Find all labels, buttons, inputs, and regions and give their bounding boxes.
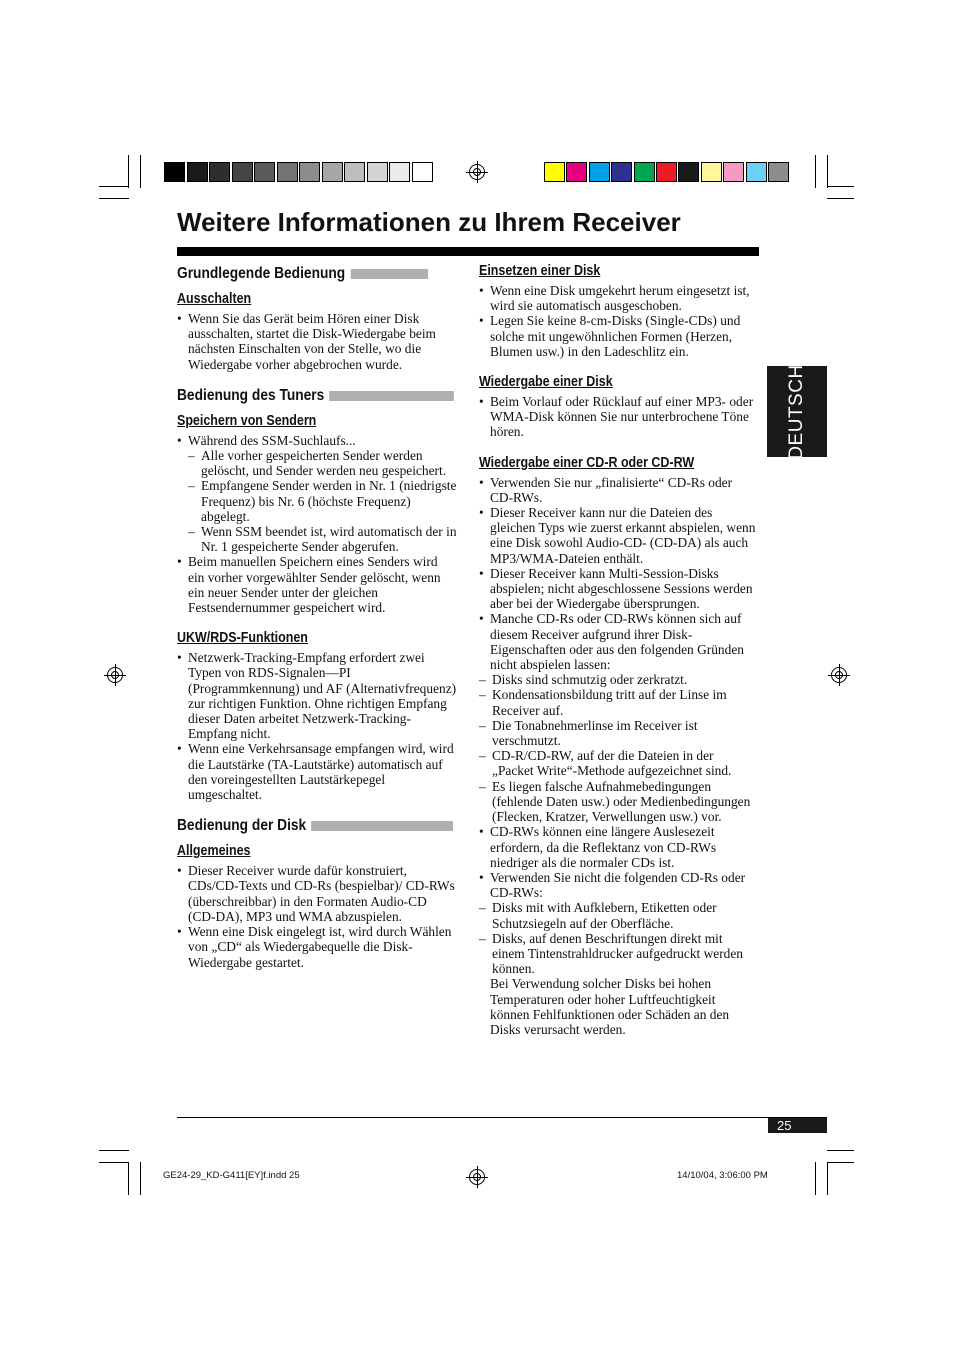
- dash-item: – Es liegen falsche Aufnahmebedingungen (fehlende Daten usw.) oder Medienbedingungen (Flecken, Kratzer, Verwellungen usw.) vor.: [479, 779, 757, 825]
- crop-mark: [99, 1162, 129, 1163]
- color-swatch: [299, 162, 320, 182]
- list-item: • Beim manuellen Speichern eines Senders wird ein vorher vorgewählter Sender gelöscht, wenn ein neuer Sender unter der gleichen Festsendernummer gespeichert wird.: [177, 554, 457, 615]
- color-swatch: [701, 162, 722, 182]
- color-swatch: [768, 162, 789, 182]
- color-swatch: [634, 162, 655, 182]
- registration-mark-icon: [469, 1169, 485, 1185]
- color-swatch: [412, 162, 433, 182]
- section-heading: Grundlegende Bedienung: [177, 264, 457, 284]
- dash-item: – Disks sind schmutzig oder zerkratzt.: [479, 672, 757, 687]
- dash-item: – Die Tonabnehmerlinse im Receiver ist verschmutzt.: [479, 718, 757, 748]
- crop-mark: [128, 1162, 129, 1195]
- list-item: • Verwenden Sie nicht die folgenden CD-Rs oder CD-RWs:: [479, 870, 757, 900]
- color-swatch: [277, 162, 298, 182]
- crop-mark: [815, 155, 816, 188]
- page-number: 25: [768, 1118, 827, 1133]
- subsection-heading: Ausschalten: [177, 291, 252, 307]
- crop-mark: [140, 155, 141, 188]
- subsection-heading: Wiedergabe einer CD-R oder CD-RW: [479, 454, 695, 471]
- dash-item: – Alle vorher gespeicherten Sender werden gelöscht, und Sender werden neu gespeichert.: [188, 448, 457, 478]
- dash-item: – Empfangene Sender werden in Nr. 1 (niedrigste Frequenz) bis Nr. 6 (höchste Frequenz) abgelegt.: [188, 478, 457, 524]
- crop-mark: [99, 186, 129, 187]
- language-tab: [767, 363, 827, 460]
- registration-mark-icon: [831, 667, 847, 683]
- dash-item: – Disks, auf denen Beschriftungen direkt mit einem Tintenstrahldrucker aufgedruckt werden können.: [479, 931, 757, 977]
- list-item: • CD-RWs können eine längere Auslesezeit erfordern, da die Reflektanz von CD-RWs niedriger als die normaler CDs ist.: [479, 824, 757, 870]
- subsection-heading: Allgemeines: [177, 843, 251, 860]
- section-heading: Bedienung der Disk: [177, 816, 457, 836]
- list-item-text: • Während des SSM-Suchlaufs...: [188, 432, 356, 448]
- crop-mark: [99, 198, 129, 199]
- crop-mark: [827, 1150, 854, 1151]
- footer-rule: [177, 1117, 827, 1118]
- list-item: • Wenn Sie das Gerät beim Hören einer Disk ausschalten, startet die Disk-Wiedergabe beim nächsten Einschalten von der Stelle, wo die Wiedergabe vorher abgebrochen wurde.: [177, 311, 457, 372]
- dash-item: – Wenn SSM beendet ist, wird automatisch der in Nr. 1 gespeicherte Sender abgerufen.: [188, 524, 457, 554]
- list-item: [479, 611, 757, 672]
- crop-mark: [815, 1162, 816, 1195]
- crop-mark: [140, 1162, 141, 1195]
- color-swatch: [566, 162, 587, 182]
- registration-mark-icon: [469, 164, 485, 180]
- color-swatch: [678, 162, 699, 182]
- list-item: • Dieser Receiver wurde dafür konstruiert, CDs/CD-Texts und CD-Rs (bespielbar)/ CD-RWs (überschreibbar) in den Formaten Audio-CD (CD-DA), MP3 und WMA abzuspielen.: [177, 863, 457, 924]
- list-item: • Wenn eine Disk umgekehrt herum eingesetzt ist, wird sie automatisch ausgeschoben.: [479, 283, 757, 313]
- footer-timestamp: 14/10/04, 3:06:00 PM: [677, 1170, 768, 1181]
- color-swatch: [232, 162, 253, 182]
- color-swatch: [254, 162, 275, 182]
- footer-file: GE24-29_KD-G411[EY]f.indd 25: [163, 1170, 300, 1181]
- crop-mark: [99, 1150, 129, 1151]
- left-column: [177, 264, 457, 970]
- list-item: • Verwenden Sie nur „finalisierte“ CD-Rs oder CD-RWs.: [479, 475, 757, 505]
- subsection-heading: Wiedergabe einer Disk: [479, 374, 613, 391]
- dash-item: – Disks mit with Aufklebern, Etiketten oder Schutzsiegeln auf der Oberfläche.: [479, 900, 757, 930]
- color-swatch: [746, 162, 767, 182]
- color-swatch: [164, 162, 185, 182]
- color-swatch: [611, 162, 632, 182]
- color-swatch: [209, 162, 230, 182]
- crop-mark: [827, 155, 828, 188]
- color-swatch: [544, 162, 565, 182]
- subsection-heading: Einsetzen einer Disk: [479, 263, 601, 279]
- crop-mark: [827, 1162, 828, 1195]
- subsection-heading: UKW/RDS-Funktionen: [177, 630, 308, 647]
- color-swatch: [589, 162, 610, 182]
- right-column: [479, 262, 757, 1037]
- list-item: • Dieser Receiver kann nur die Dateien des gleichen Typs wie zuerst erkannt abspielen, wenn eine Disk sowohl Audio-CD- (CD-DA) als auch MP3/WMA-Dateien enthält.: [479, 505, 757, 566]
- list-item: • Beim Vorlauf oder Rücklauf auf einer MP3- oder WMA-Disk können Sie nur unterbrochene Töne hören.: [479, 394, 757, 440]
- color-swatch: [367, 162, 388, 182]
- list-item-text: • Manche CD-Rs oder CD-RWs können sich auf diesem Receiver aufgrund ihrer Disk-Eigenschaften oder aus den folgenden Gründen nicht abspielen lassen:: [490, 611, 744, 673]
- list-item: • Netzwerk-Tracking-Empfang erfordert zwei Typen von RDS-Signalen—PI (Programmkennung) und AF (Alternativfrequenz) zur richtigen Funktion. Ohne richtigen Empfang dieser Daten arbeitet Netzwerk-Tracking-Empfang nicht.: [177, 650, 457, 741]
- section-heading: Bedienung des Tuners: [177, 386, 457, 406]
- paragraph: Bei Verwendung solcher Disks bei hohen Temperaturen oder hoher Luftfeuchtigkeit können Fehlfunktionen oder Schäden an den Disks verursacht werden.: [490, 976, 730, 1037]
- dash-item: – CD-R/CD-RW, auf der die Dateien in der „Packet Write“-Methode aufgezeichnet sind.: [479, 748, 757, 778]
- title-rule: [177, 247, 759, 256]
- color-swatch: [656, 162, 677, 182]
- registration-mark-icon: [107, 667, 123, 683]
- color-swatch: [344, 162, 365, 182]
- crop-mark: [827, 186, 854, 187]
- color-swatch: [322, 162, 343, 182]
- dash-item: – Kondensationsbildung tritt auf der Linse im Receiver auf.: [479, 687, 757, 717]
- subsection-heading: Speichern von Sendern: [177, 412, 317, 429]
- list-item: • Wenn eine Disk eingelegt ist, wird durch Wählen von „CD“ als Wiedergabequelle die Disk-Wiedergabe gestartet.: [177, 924, 457, 970]
- color-swatch: [723, 162, 744, 182]
- list-item: • Dieser Receiver kann Multi-Session-Disks abspielen; nicht abgeschlossene Sessions werden aber bei der Wiedergabe übersprungen.: [479, 566, 757, 612]
- color-swatch: [187, 162, 208, 182]
- crop-mark: [128, 155, 129, 188]
- page-title: Weitere Informationen zu Ihrem Receiver: [177, 207, 681, 237]
- list-item: [177, 433, 457, 555]
- list-item: • Legen Sie keine 8-cm-Disks (Single-CDs) und solche mit ungewöhnlichen Formen (Herzen, Blumen usw.) in den Ladeschlitz ein.: [479, 313, 757, 359]
- language-tab-label: DEUTSCH: [786, 363, 807, 460]
- color-swatch: [389, 162, 410, 182]
- crop-mark: [827, 1162, 854, 1163]
- list-item: • Wenn eine Verkehrsansage empfangen wird, wird die Lautstärke (TA-Lautstärke) automatisch auf den voreingestellten Lautstärkepegel umgeschaltet.: [177, 741, 457, 802]
- crop-mark: [827, 198, 854, 199]
